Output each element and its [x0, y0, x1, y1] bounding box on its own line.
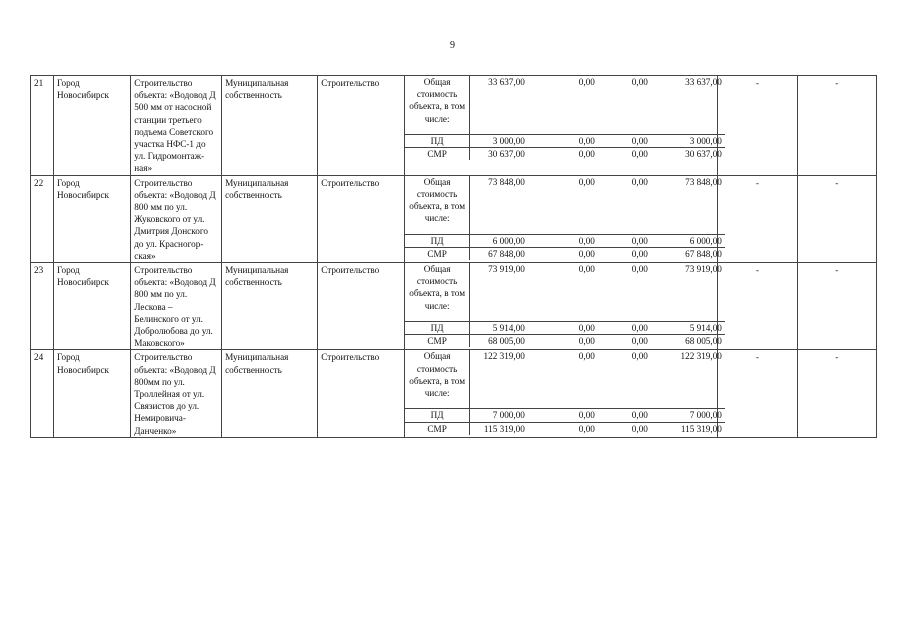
pd-value [528, 135, 598, 148]
total-label [405, 350, 470, 409]
pd-value-text: 0,00 [631, 136, 648, 146]
pd-value [528, 234, 598, 247]
total-value [528, 76, 598, 135]
total-value-text: 0,00 [578, 176, 595, 187]
total-value-text: 122 319,00 [483, 351, 525, 362]
smr-value [651, 247, 725, 260]
cost-cell [404, 175, 722, 262]
total-value [598, 176, 651, 235]
smr-value [651, 422, 725, 435]
city-cell [53, 350, 130, 437]
pd-value [470, 322, 528, 335]
pd-value-text: 6 000,00 [492, 235, 525, 246]
pd-value-text: 0,00 [631, 235, 648, 246]
total-label-text: Общая стоимость объекта, в том числе: [409, 176, 466, 224]
smr-label-text: СМР [427, 149, 447, 160]
cost-subtable [405, 76, 725, 160]
total-label [405, 76, 470, 135]
pd-value [598, 322, 651, 335]
cost-cell [404, 263, 722, 350]
cost-subtable [405, 263, 725, 347]
city-cell-text: Город Новосибирск [56, 265, 110, 288]
pd-label [405, 234, 470, 247]
pd-value [470, 135, 528, 148]
dash-cell [797, 263, 876, 350]
pd-value [651, 409, 725, 422]
total-value-text: 0,00 [631, 77, 648, 87]
cost-total-row [405, 176, 725, 235]
pd-value-text: 0,00 [631, 410, 648, 421]
page-number: 9 [450, 40, 455, 51]
smr-label [405, 422, 470, 435]
smr-value-text: 0,00 [631, 149, 648, 160]
smr-value-text: 0,00 [631, 423, 648, 434]
dash-cell [718, 263, 797, 350]
pd-value-text: 5 914,00 [492, 323, 525, 334]
smr-value [528, 247, 598, 260]
pd-label [405, 135, 470, 148]
total-value-text: 0,00 [578, 351, 595, 362]
dash-cell-text: - [755, 352, 759, 363]
total-value-text: 0,00 [578, 77, 595, 87]
smr-value [598, 422, 651, 435]
pd-value-text: 3 000,00 [492, 136, 525, 146]
pd-value [528, 322, 598, 335]
smr-value-text: 115 319,00 [483, 423, 525, 434]
total-value [528, 176, 598, 235]
ownership-cell [222, 263, 318, 350]
row-number-text: 21 [34, 78, 44, 88]
smr-value [470, 148, 528, 161]
total-value-text: 33 637,00 [685, 77, 722, 87]
cost-pd-row [405, 322, 725, 335]
ownership-cell [222, 350, 318, 437]
ownership-cell-text: Муниципальная собственность [225, 78, 289, 101]
smr-value [470, 335, 528, 348]
cost-total-row [405, 263, 725, 322]
total-value-text: 122 319,00 [680, 351, 722, 362]
row-number [31, 263, 54, 350]
table-row [31, 350, 877, 437]
total-label [405, 263, 470, 322]
smr-value [470, 247, 528, 260]
cost-pd-row [405, 409, 725, 422]
work-type-cell-text: Строительство [321, 177, 380, 188]
smr-value [651, 335, 725, 348]
table-row [31, 263, 877, 350]
object-name-cell-text: Строительство объекта: «Водовод Д 800мм по ул. Троллейная от ул. Связистов до ул. Немировича-Данченко» [134, 352, 216, 436]
table-row [31, 76, 877, 176]
smr-value-text: 67 848,00 [685, 248, 722, 259]
total-value [651, 76, 725, 135]
dash-cell-text: - [835, 265, 839, 276]
cost-cell [404, 76, 722, 176]
object-name-cell-text: Строительство объекта: «Водовод Д 800 мм по ул. Лескова – Белинского от ул. Добролюбова до ул. Маковского» [134, 265, 216, 349]
total-value [528, 350, 598, 409]
pd-value [651, 234, 725, 247]
pd-value-text: 7 000,00 [492, 410, 525, 421]
investment-table [30, 75, 877, 438]
ownership-cell [222, 76, 318, 176]
smr-label [405, 247, 470, 260]
dash-cell [718, 76, 797, 176]
smr-value [598, 247, 651, 260]
smr-value [528, 335, 598, 348]
pd-label-text: ПД [430, 323, 444, 334]
cost-pd-row [405, 135, 725, 148]
cost-total-row [405, 350, 725, 409]
pd-value [598, 409, 651, 422]
total-value-text: 73 919,00 [685, 264, 722, 275]
object-name-cell [131, 263, 222, 350]
ownership-cell [222, 175, 318, 262]
smr-value [528, 422, 598, 435]
smr-value [598, 335, 651, 348]
pd-value-text: 7 000,00 [689, 410, 722, 421]
smr-label-text: СМР [427, 336, 447, 347]
pd-value-text: 5 914,00 [689, 323, 722, 334]
dash-cell-text: - [755, 78, 759, 88]
work-type-cell [318, 263, 405, 350]
pd-value-text: 0,00 [578, 235, 595, 246]
dash-cell [718, 350, 797, 437]
pd-value [470, 234, 528, 247]
smr-value-text: 30 637,00 [488, 149, 525, 160]
pd-value-text: 0,00 [631, 323, 648, 334]
total-value-text: 0,00 [631, 176, 648, 187]
total-label-text: Общая стоимость объекта, в том числе: [409, 351, 466, 399]
city-cell-text: Город Новосибирск [56, 352, 110, 375]
smr-value-text: 0,00 [578, 248, 595, 259]
ownership-cell-text: Муниципальная собственность [225, 265, 289, 288]
city-cell-text: Город Новосибирск [56, 177, 110, 200]
dash-cell [797, 350, 876, 437]
pd-label-text: ПД [430, 235, 444, 246]
city-cell [53, 175, 130, 262]
work-type-cell-text: Строительство [321, 352, 380, 363]
cost-smr-row [405, 335, 725, 348]
total-value [598, 76, 651, 135]
cost-subtable [405, 176, 725, 260]
smr-label [405, 148, 470, 161]
total-label-text: Общая стоимость объекта, в том числе: [409, 77, 466, 124]
object-name-cell [131, 350, 222, 437]
smr-value-text: 68 005,00 [685, 336, 722, 347]
dash-cell [718, 175, 797, 262]
pd-value-text: 0,00 [578, 410, 595, 421]
dash-cell-text: - [835, 352, 839, 363]
pd-label [405, 322, 470, 335]
smr-value-text: 30 637,00 [685, 149, 722, 160]
row-number [31, 175, 54, 262]
total-value [651, 263, 725, 322]
pd-value [651, 135, 725, 148]
city-cell [53, 263, 130, 350]
total-value-text: 73 848,00 [685, 176, 722, 187]
pd-label [405, 409, 470, 422]
pd-value-text: 0,00 [578, 136, 595, 146]
total-label [405, 176, 470, 235]
total-value-text: 0,00 [631, 351, 648, 362]
smr-label-text: СМР [427, 248, 447, 259]
smr-label [405, 335, 470, 348]
smr-value-text: 0,00 [631, 336, 648, 347]
row-number [31, 76, 54, 176]
city-cell-text: Город Новосибирск [56, 78, 110, 101]
smr-value [528, 148, 598, 161]
object-name-cell [131, 175, 222, 262]
row-number [31, 350, 54, 437]
row-number-text: 23 [34, 265, 44, 276]
pd-value [598, 135, 651, 148]
dash-cell-text: - [835, 177, 839, 188]
pd-value [470, 409, 528, 422]
total-value [470, 263, 528, 322]
total-value [598, 350, 651, 409]
work-type-cell-text: Строительство [321, 78, 380, 88]
total-value-text: 33 637,00 [488, 77, 525, 87]
pd-label-text: ПД [430, 410, 444, 421]
cost-pd-row [405, 234, 725, 247]
cost-smr-row [405, 148, 725, 161]
pd-value-text: 6 000,00 [689, 235, 722, 246]
dash-cell [797, 76, 876, 176]
total-label-text: Общая стоимость объекта, в том числе: [409, 264, 466, 311]
total-value [470, 176, 528, 235]
work-type-cell-text: Строительство [321, 265, 380, 276]
smr-value [470, 422, 528, 435]
work-type-cell [318, 76, 405, 176]
pd-value-text: 3 000,00 [689, 136, 722, 146]
cost-cell [404, 350, 722, 437]
total-value [470, 76, 528, 135]
work-type-cell [318, 350, 405, 437]
cost-subtable [405, 350, 725, 434]
cost-smr-row [405, 247, 725, 260]
table-row [31, 175, 877, 262]
total-value [598, 263, 651, 322]
total-value [528, 263, 598, 322]
smr-value-text: 0,00 [578, 423, 595, 434]
row-number-text: 22 [34, 177, 44, 188]
pd-value-text: 0,00 [578, 323, 595, 334]
smr-value-text: 0,00 [578, 149, 595, 160]
dash-cell-text: - [755, 177, 759, 188]
pd-value [598, 234, 651, 247]
dash-cell-text: - [755, 265, 759, 276]
total-value-text: 73 848,00 [488, 176, 525, 187]
ownership-cell-text: Муниципальная собственность [225, 177, 289, 200]
object-name-cell-text: Строительство объекта: «Водовод Д 800 мм по ул. Жуковского от ул. Дмитрия Донского до ул. Красногор-ская» [134, 177, 216, 261]
total-value-text: 0,00 [631, 264, 648, 275]
object-name-cell [131, 76, 222, 176]
object-name-cell-text: Строительство объекта: «Водовод Д 500 мм от насосной станции третьего подъема Советского участка НФС-1 до ул. Гидромонтаж-ная» [134, 78, 216, 174]
pd-label-text: ПД [430, 136, 444, 146]
smr-value-text: 115 319,00 [680, 423, 722, 434]
pd-value [528, 409, 598, 422]
pd-value [651, 322, 725, 335]
cost-total-row [405, 76, 725, 135]
work-type-cell [318, 175, 405, 262]
total-value [470, 350, 528, 409]
smr-value-text: 68 005,00 [488, 336, 525, 347]
row-number-text: 24 [34, 352, 44, 363]
ownership-cell-text: Муниципальная собственность [225, 352, 289, 375]
smr-label-text: СМР [427, 423, 447, 434]
city-cell [53, 76, 130, 176]
cost-smr-row [405, 422, 725, 435]
total-value [651, 350, 725, 409]
dash-cell-text: - [835, 78, 839, 88]
total-value [651, 176, 725, 235]
smr-value-text: 0,00 [631, 248, 648, 259]
smr-value-text: 0,00 [578, 336, 595, 347]
total-value-text: 73 919,00 [488, 264, 525, 275]
smr-value [598, 148, 651, 161]
dash-cell [797, 175, 876, 262]
total-value-text: 0,00 [578, 264, 595, 275]
smr-value-text: 67 848,00 [488, 248, 525, 259]
smr-value [651, 148, 725, 161]
